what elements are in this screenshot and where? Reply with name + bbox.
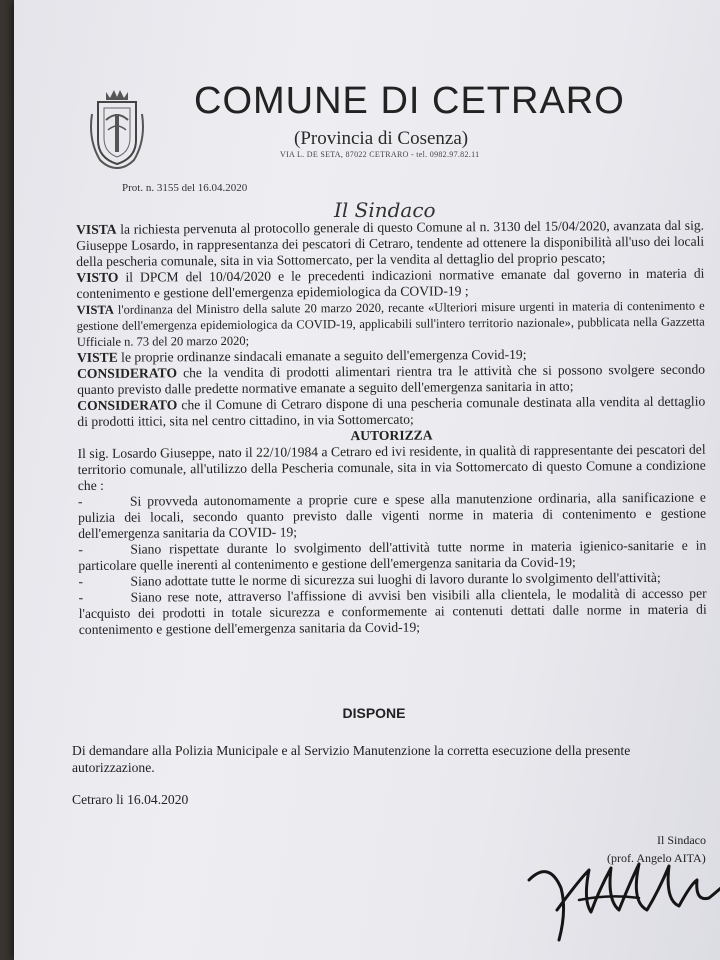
condition-text: Si provveda autonomamente a proprie cure e spese alla manutenzione ordinaria, alla sanificazione e pulizia dei locali, secondo quanto previsto dalle vigenti norme in materia di contenimento e gestione dell'emergenza sanitaria da COVID- 19;	[78, 489, 707, 541]
premise-text: le proprie ordinanze sindacali emanate a seguito dell'emergenza Covid-19;	[117, 346, 527, 365]
condition-text: Siano rese note, attraverso l'affissione di avvisi ben visibili alla clientela, le modalità di accesso per l'acquisto dei prodotti in totale sicurezza e conformemente ai contenuti dettati dalle norme in materia di contenimento e gestione dell'emergenza sanitaria da Covid-19;	[78, 585, 707, 637]
signatory-title: Il Sindaco	[657, 833, 706, 847]
municipality-title: COMUNE DI CETRARO	[194, 80, 625, 122]
premise-keyword: VISTA	[76, 302, 114, 317]
premise-keyword: CONSIDERATO	[77, 365, 178, 381]
autorizza-intro: Il sig. Losardo Giuseppe, nato il 22/10/1984 a Cetraro ed ivi residente, in qualità di rappresentante dei pescatori del territorio comunale, all'utilizzo della Pescheria comunale, sita in via Sottomercato di questo Comune a condizione che :	[77, 441, 706, 493]
province-subtitle: (Provincia di Cosenza)	[294, 128, 469, 149]
bullet-dash: -	[78, 589, 84, 605]
document-page	[14, 0, 720, 960]
condition-item	[79, 586, 707, 638]
bullet-dash: -	[77, 493, 83, 509]
premise-keyword: VISTA	[76, 221, 117, 237]
signatory-name: (prof. Angelo AITA)	[607, 851, 706, 865]
premise-paragraph	[77, 394, 705, 430]
municipal-crest-icon	[86, 84, 148, 170]
premise-text: il DPCM del 10/04/2020 e le precedenti indicazioni normative emanate dal governo in materia di contenimento e gestione dell'emergenza epidemiologica da COVID-19 ;	[76, 265, 705, 301]
premise-text: che il Comune di Cetraro dispone di una pescheria comunale destinata alla vendita al dettaglio di prodotti ittici, sita nel centro cittadino, in via Sottomercato;	[77, 393, 706, 429]
condition-text: Siano rispettate durante lo svolgimento dell'attività tutte norme in materia igienico-sanitarie e in particolare quelle inerenti al contenimento e gestione dell'emergenza sanitaria da Covid-19;	[78, 537, 707, 573]
premise-paragraph	[76, 218, 704, 270]
premise-paragraph	[77, 298, 705, 350]
dispone-text: Di demandare alla Polizia Municipale e al Servizio Manutenzione la corretta esecuzione della presente autorizzazione.	[72, 743, 631, 775]
bullet-dash: -	[78, 541, 83, 557]
bullet-dash: -	[78, 573, 84, 589]
premise-paragraph	[77, 362, 705, 398]
condition-text: Siano adottate tutte le norme di sicurezza sui luoghi di lavoro durante lo svolgimento dell'attività;	[130, 569, 661, 589]
condition-item	[78, 490, 706, 542]
dispone-heading: DISPONE	[342, 705, 406, 721]
premise-text: la richiesta pervenuta al protocollo generale di questo Comune al n. 3130 del 15/04/2020, avanzata dal sig. Giuseppe Losardo, in rappresentanza dei pescatori di Cetraro, tendente ad ottenere la disponibilità all'uso dei locali della pescheria comunale, sita in via Sottomercato, per la vendita al dettaglio del proprio pescato;	[76, 217, 705, 269]
handwritten-signature	[519, 840, 720, 950]
condition-item	[78, 538, 706, 574]
protocol-number: Prot. n. 3155 del 16.04.2020	[122, 182, 248, 194]
municipality-address: VIA L. DE SETA, 87022 CETRARO - tel. 0982.97.82.11	[280, 150, 480, 159]
premise-text: che la vendita di prodotti alimentari rientra tra le attività che si possono svolgere secondo quanto previsto dalle predette normative emanate a seguito dell'emergenza sanitaria in atto;	[77, 361, 706, 397]
document-heading: Il Sindaco	[334, 198, 436, 222]
premise-keyword: VISTO	[76, 269, 119, 285]
premise-keyword: VISTE	[76, 349, 118, 365]
premise-text: l'ordinanza del Ministro della salute 20 marzo 2020, recante «Ulteriori misure urgenti in materia di contenimento e gestione dell'emergenza epidemiologica da COVID-19, applicabili sull'intero territorio nazionale», pubblicata nella Gazzetta Ufficiale n. 73 del 20 marzo 2020;	[76, 298, 705, 349]
premise-keyword: CONSIDERATO	[77, 397, 178, 413]
place-date: Cetraro li 16.04.2020	[72, 792, 189, 807]
premise-paragraph	[76, 266, 704, 302]
document-body	[76, 218, 707, 638]
autorizza-heading: AUTORIZZA	[350, 427, 433, 444]
